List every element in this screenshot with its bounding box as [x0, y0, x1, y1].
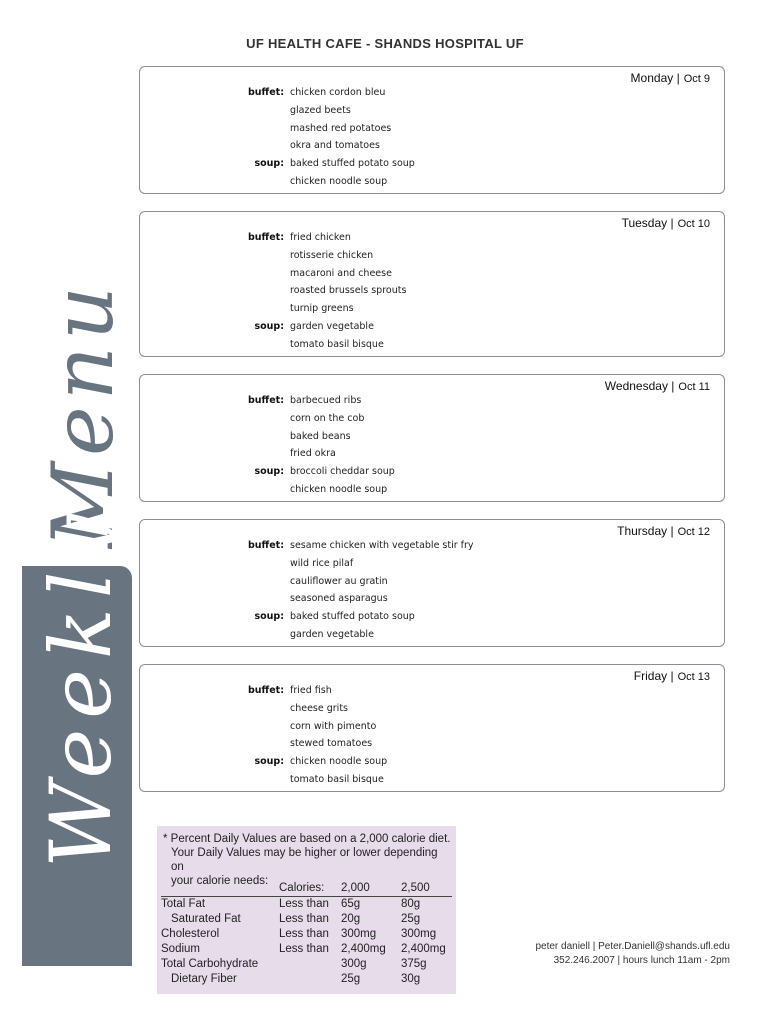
menu-item: baked beans — [290, 430, 351, 442]
menu-rows — [140, 392, 724, 499]
nutrient-name: Saturated Fat — [171, 913, 241, 925]
menu-row — [140, 392, 724, 410]
day-date: Oct 10 — [677, 218, 710, 230]
menu-item: roasted brussels sprouts — [290, 285, 407, 297]
limit-cell: Less than — [279, 943, 329, 955]
menu-item: barbecued ribs — [290, 395, 362, 406]
day-box-wednesday — [139, 374, 725, 502]
value-cell: 300mg — [401, 928, 437, 940]
day-date: Oct 12 — [677, 526, 710, 538]
menu-row — [140, 229, 724, 247]
menu-row — [140, 463, 724, 481]
contact-line: 352.246.2007 | hours lunch 11am - 2pm — [553, 955, 730, 966]
menu-item: rotisserie chicken — [290, 249, 374, 261]
contact-line: peter daniell | Peter.Daniell@shands.ufl.edu — [535, 941, 730, 952]
contact-info — [535, 940, 730, 968]
menu-row — [140, 155, 724, 173]
nutrition-row — [161, 942, 452, 957]
menu-item: broccoli cheddar soup — [290, 466, 395, 478]
menu-item: chicken noodle soup — [290, 175, 388, 187]
weekly-script-word: Weekly — [32, 503, 130, 868]
limit-cell: Less than — [279, 928, 329, 940]
row-label: soup: — [254, 320, 284, 332]
row-label: buffet: — [247, 395, 284, 406]
menu-item: fried fish — [290, 685, 332, 696]
day-heading — [605, 379, 710, 393]
menu-item: cauliflower au gratin — [290, 575, 388, 587]
nutrition-row — [161, 897, 452, 913]
menu-item: glazed beets — [290, 104, 351, 116]
menu-row — [140, 718, 724, 736]
menu-row — [140, 573, 724, 591]
nutrient-name: Sodium — [161, 943, 200, 955]
header-cell: 2,500 — [401, 880, 452, 897]
day-box-monday — [139, 66, 725, 194]
menu-rows — [140, 84, 724, 191]
nutrition-row — [161, 912, 452, 927]
nutrition-panel — [157, 826, 456, 994]
menu-item: cheese grits — [290, 702, 348, 714]
nutrient-name: Dietary Fiber — [171, 973, 237, 985]
value-cell: 65g — [341, 898, 361, 910]
day-name: Tuesday | — [621, 216, 674, 230]
menu-item: mashed red potatoes — [290, 122, 392, 134]
menu-script-word: Menu — [34, 280, 132, 548]
menu-row — [140, 771, 724, 789]
menu-row — [140, 481, 724, 499]
row-label: soup: — [254, 158, 284, 170]
value-cell: 2,400mg — [401, 943, 446, 955]
row-label: buffet: — [247, 87, 284, 98]
day-date: Oct 11 — [678, 381, 710, 393]
menu-row — [140, 445, 724, 463]
menu-rows — [140, 229, 724, 354]
menu-row — [140, 84, 724, 102]
day-name: Friday | — [633, 669, 674, 683]
menu-row — [140, 173, 724, 191]
value-cell: 300g — [341, 958, 367, 970]
value-cell: 2,400mg — [341, 943, 386, 955]
row-label: buffet: — [247, 685, 284, 696]
day-heading — [631, 71, 710, 85]
nutrient-name: Total Fat — [161, 898, 206, 910]
menu-item: okra and tomatoes — [290, 140, 380, 152]
menu-row — [140, 682, 724, 700]
menu-rows — [140, 537, 724, 644]
menu-row — [140, 626, 724, 644]
value-cell: 375g — [401, 958, 427, 970]
page-title: UF HEALTH CAFE - SHANDS HOSPITAL UF — [246, 36, 524, 51]
note-line: Your Daily Values may be higher or lower depending on — [171, 847, 438, 873]
day-name: Monday | — [630, 71, 680, 85]
menu-row — [140, 120, 724, 138]
menu-item: stewed tomatoes — [290, 738, 373, 750]
value-cell: 300mg — [341, 928, 377, 940]
day-name: Thursday | — [617, 524, 674, 538]
row-label: soup: — [254, 611, 284, 623]
menu-row — [140, 318, 724, 336]
nutrition-row — [161, 972, 452, 987]
row-label: buffet: — [247, 540, 284, 551]
menu-item: chicken cordon bleu — [290, 87, 386, 98]
day-box-tuesday — [139, 211, 725, 357]
value-cell: 25g — [341, 973, 361, 985]
header-cell: 2,000 — [341, 880, 401, 897]
menu-row — [140, 282, 724, 300]
nutrient-name: Cholesterol — [161, 928, 220, 940]
limit-cell: Less than — [279, 898, 329, 910]
note-line: your calorie needs: — [171, 875, 269, 887]
menu-item: fried okra — [290, 448, 336, 460]
menu-item: fried chicken — [290, 232, 351, 243]
menu-row — [140, 247, 724, 265]
header-cell — [161, 880, 279, 897]
menu-item: macaroni and cheese — [290, 267, 392, 279]
menu-item: garden vegetable — [290, 320, 374, 332]
menu-item: tomato basil bisque — [290, 338, 384, 350]
limit-cell — [279, 972, 341, 987]
day-heading — [634, 669, 710, 683]
menu-item: wild rice pilaf — [290, 557, 354, 569]
nutrition-table — [161, 880, 452, 987]
nutrition-row — [161, 957, 452, 972]
nutrition-header-row — [161, 880, 452, 897]
menu-row — [140, 265, 724, 283]
menu-item: corn with pimento — [290, 720, 377, 732]
menu-row — [140, 590, 724, 608]
menu-item: baked stuffed potato soup — [290, 611, 415, 623]
menu-row — [140, 700, 724, 718]
row-label: soup: — [254, 466, 284, 478]
menu-row — [140, 410, 724, 428]
menu-row — [140, 300, 724, 318]
menu-row — [140, 555, 724, 573]
day-box-thursday — [139, 519, 725, 647]
day-heading — [617, 524, 710, 538]
menu-row — [140, 537, 724, 555]
value-cell: 20g — [341, 913, 361, 925]
menu-row — [140, 336, 724, 354]
day-date: Oct 9 — [683, 73, 710, 85]
menu-row — [140, 608, 724, 626]
limit-cell — [279, 957, 341, 972]
menu-row — [140, 735, 724, 753]
row-label: soup: — [254, 756, 284, 768]
value-cell: 80g — [401, 898, 421, 910]
menu-item: sesame chicken with vegetable stir fry — [290, 540, 474, 551]
menu-item: corn on the cob — [290, 412, 365, 424]
menu-item: seasoned asparagus — [290, 593, 388, 605]
menu-rows — [140, 682, 724, 789]
day-name: Wednesday | — [604, 379, 675, 393]
day-heading — [622, 216, 710, 230]
note-line: * Percent Daily Values are based on a 2,000 calorie diet. — [163, 833, 451, 845]
menu-row — [140, 102, 724, 120]
row-label: buffet: — [247, 232, 284, 243]
menu-item: garden vegetable — [290, 628, 374, 640]
menu-row — [140, 753, 724, 771]
menu-item: chicken noodle soup — [290, 756, 388, 768]
menu-item: chicken noodle soup — [290, 483, 388, 495]
header-cell: Calories: — [279, 880, 341, 897]
menu-item: tomato basil bisque — [290, 773, 384, 785]
menu-row — [140, 137, 724, 155]
menu-item: baked stuffed potato soup — [290, 158, 415, 170]
day-box-friday — [139, 664, 725, 792]
value-cell: 25g — [401, 913, 421, 925]
day-date: Oct 13 — [677, 671, 710, 683]
limit-cell: Less than — [279, 913, 329, 925]
menu-item: turnip greens — [290, 303, 354, 315]
nutrient-name: Total Carbohydrate — [161, 958, 259, 970]
menu-row — [140, 428, 724, 446]
nutrition-row — [161, 927, 452, 942]
value-cell: 30g — [401, 973, 421, 985]
